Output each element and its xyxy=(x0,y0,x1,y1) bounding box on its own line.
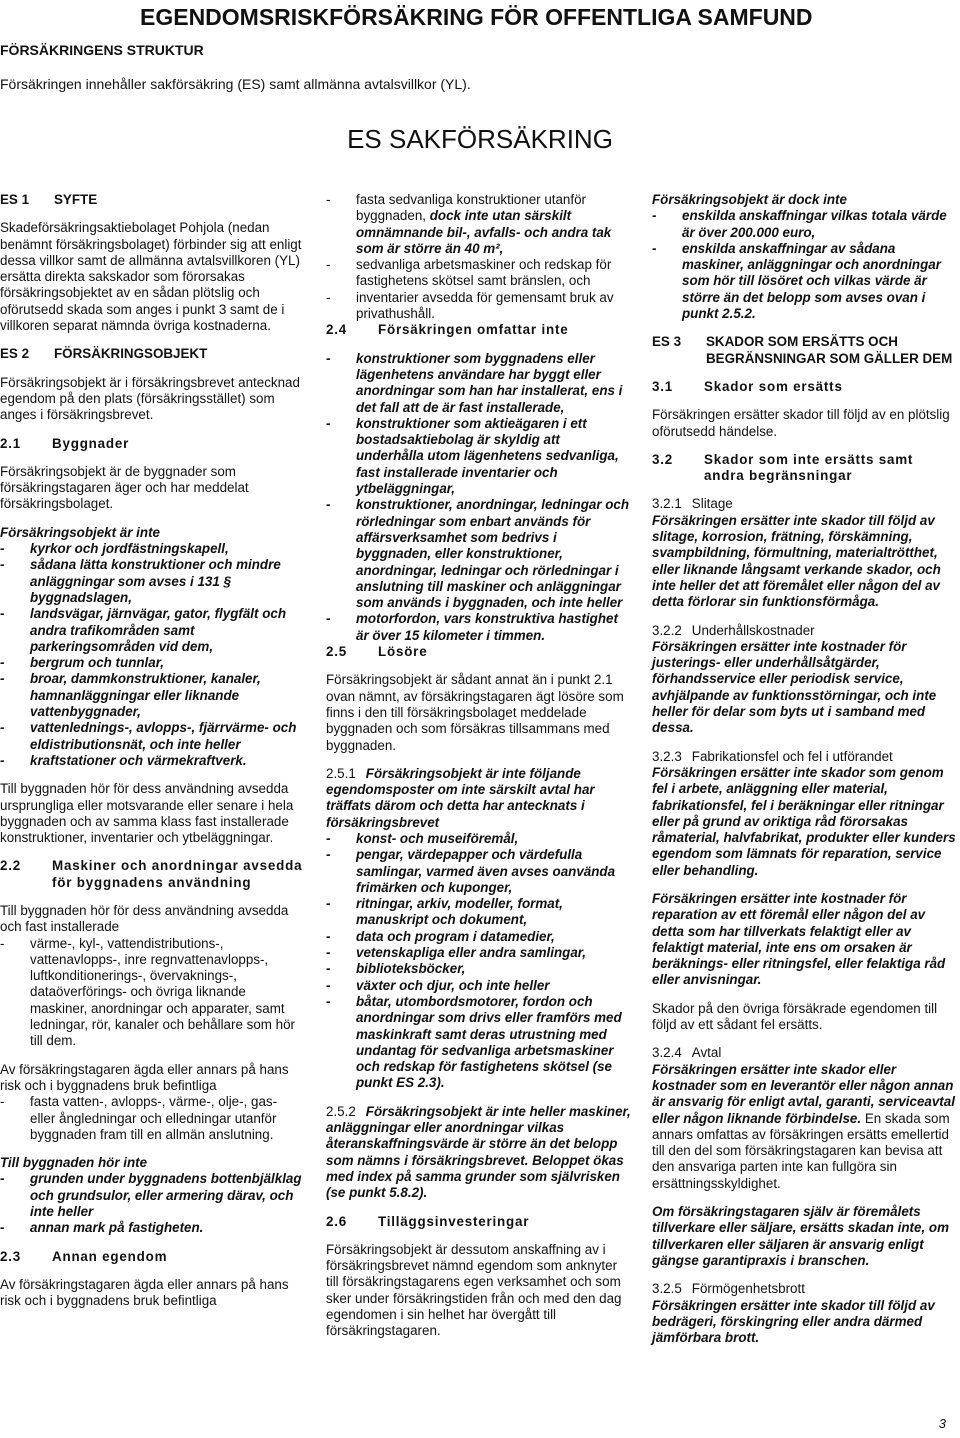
s324-heading: 3.2.4 Avtal xyxy=(652,1045,722,1061)
s324-text-2: Om försäkringstagaren själv är föremålets tillverkare eller säljare, ersätts skadan inte, om tillverkaren eller säljaren är ansvarig enligt gängse garantipraxis i branschen. xyxy=(652,1204,949,1268)
s24-heading: 2.4 Försäkringen omfattar inte xyxy=(326,322,569,338)
list-item: - konstruktioner som aktieägaren i ett bostadsaktiebolag är skyldig att underhålla utom lägenhetens sedvanliga, fast installerade inventarier och ytbeläggningar, xyxy=(326,416,631,497)
s321-block xyxy=(652,496,956,610)
list-item: - biblioteksböcker, xyxy=(326,961,631,977)
list-item: - pengar, värdepapper och värdefulla samlingar, varmed även avses oanvända frimärken och kuponger, xyxy=(326,847,631,896)
s323-block xyxy=(652,749,956,879)
dock-list xyxy=(652,208,956,322)
s22-intro: Till byggnaden hör för dess användning avsedda och fast installerade xyxy=(0,902,289,935)
s22-heading: 2.2 Maskiner och anordningar avsedda för byggnadens användning xyxy=(0,858,303,890)
list-item: - fasta sedvanliga konstruktioner utanför byggnaden, dock inte utan särskilt omnämnande bil-, avfalls- och andra tak som är större än 40 m², xyxy=(326,192,631,257)
s22-belongs-heading: Till byggnaden hör inte xyxy=(0,1155,148,1171)
s26-heading: 2.6 Tilläggsinvesteringar xyxy=(326,1213,530,1229)
dock-heading: Försäkringsobjekt är dock inte xyxy=(652,192,847,207)
s251-list xyxy=(326,831,631,1092)
list-item: - sedvanliga arbetsmaskiner och redskap för fastighetens skötsel samt bränslen, och xyxy=(326,257,631,290)
list-item: - vetenskapliga eller andra samlingar, xyxy=(326,945,631,961)
s324-block xyxy=(652,1045,956,1192)
list-item: - bergrum och tunnlar, xyxy=(0,655,303,671)
s22-list xyxy=(0,936,303,1050)
list-item: - grunden under byggnadens bottenbjälklag och grundsulor, eller armering därav, och inte heller xyxy=(0,1171,303,1220)
list-item: - landsvägar, järnvägar, gator, flygfält och andra trafikområden samt parkeringsområden vid dem, xyxy=(0,606,303,655)
list-item: - enskilda anskaffningar vilkas totala värde är över 200.000 euro, xyxy=(652,208,956,241)
s324-text: Försäkringen ersätter inte skador eller kostnader som en leverantör eller någon annan är ansvarig för enligt avtal, garanti, serviceavtal eller någon liknande förbindelse. En skada som annars omfattas av försäkringen ersätts emellertid till den del som försäkringstagaren kan bevisa att den ansvariga parten inte kan fullgöra sin ersättningsskyldighet. xyxy=(652,1061,955,1191)
es1-heading: ES 1 SYFTE xyxy=(0,192,98,207)
s25-heading: 2.5 Lösöre xyxy=(326,644,428,660)
list-item: - värme-, kyl-, vattendistributions-, vattenavlopps-, inre regnvattenavlopps-, luftkonditionerings-, övervaknings-, dataöverförings- och övriga liknande maskiner, anordningar och apparater, samt ledningar, rör, kanaler och behållare som hör till dem. xyxy=(0,936,303,1050)
s325-heading: 3.2.5 Förmögenhetsbrott xyxy=(652,1281,805,1297)
list-item: - kraftstationer och värmekraftverk. xyxy=(0,753,303,769)
s323-text-2: Försäkringen ersätter inte kostnader för reparation av ett föremål eller någon del av detta som har tillverkats felaktigt eller av felaktigt material, inte ens om orsaken är beräknings- eller ritningsfel, eller felaktiga råd eller anvisningar. xyxy=(652,890,946,988)
s21-not-block xyxy=(0,525,303,769)
s323-heading: 3.2.3 Fabrikationsfel och fel i utförandet xyxy=(652,748,893,764)
list-item: - data och program i datamedier, xyxy=(326,929,631,945)
s31-text: Försäkringen ersätter skador till följd av en plötslig oförutsedd händelse. xyxy=(652,407,950,439)
s31-heading: 3.1 Skador som ersätts xyxy=(652,378,843,394)
list-item: - växter och djur, och inte heller xyxy=(326,978,631,994)
s325-block xyxy=(652,1281,956,1346)
s24-list xyxy=(326,351,631,644)
dock-block xyxy=(652,192,956,322)
es3-heading: ES 3 SKADOR SOM ERSÄTTS OCH BEGRÄNSNINGAR SOM GÄLLER DEM xyxy=(652,334,953,366)
s22-risk-list xyxy=(0,1094,303,1143)
s32-heading: 3.2 Skador som inte ersätts samt andra begränsningar xyxy=(652,451,914,484)
list-item: - sådana lätta konstruktioner och mindre anläggningar som avses i 131 § byggnadslagen, xyxy=(0,557,303,606)
list-item: - motorfordon, vars konstruktiva hastighet är över 15 kilometer i timmen. xyxy=(326,611,631,644)
section-title: ES SAKFÖRSÄKRING xyxy=(347,124,613,154)
es2-heading: ES 2 FÖRSÄKRINGSOBJEKT xyxy=(0,346,208,362)
s322-heading: 3.2.2 Underhållskostnader xyxy=(652,622,815,638)
s21-heading: 2.1 Byggnader xyxy=(0,435,130,451)
column-3 xyxy=(652,192,956,1358)
list-item: - enskilda anskaffningar av sådana maskiner, anläggningar och anordningar som hör till lösöret och vilkas värde är större än det belopp som avses ovan i punkt 2.5.2. xyxy=(652,241,956,322)
s251-heading: 2.5.1 Försäkringsobjekt är inte följande egendomsposter om inte särskilt avtal har träffats därom och detta har antecknats i försäkringsbrevet xyxy=(326,765,595,830)
list-item: - annan mark på fastigheten. xyxy=(0,1220,303,1236)
intro-text: Försäkringen innehåller sakförsäkring (ES) samt allmänna avtalsvillkor (YL). xyxy=(0,76,471,92)
list-item: - konstruktioner som byggnadens eller lägenhetens användare har byggt eller anordningar som han har installerat, ens i det fall att de är fast installerade, xyxy=(326,351,631,416)
structure-heading: FÖRSÄKRINGENS STRUKTUR xyxy=(0,42,204,58)
s22-block xyxy=(0,903,303,1050)
list-item: - vattenlednings-, avlopps-, fjärrvärme- och eldistributionsnät, och inte heller xyxy=(0,720,303,753)
s251-block xyxy=(326,766,631,1092)
s321-heading: 3.2.1 Slitage xyxy=(652,496,733,512)
list-item: - konstruktioner, anordningar, ledningar och rörledningar som enbart används för affärsverksamhet som bedrivs i byggnaden, eller konstruktioner, anordningar, ledningar och rörledningar i anslutning till maskiner och anläggningar som används i byggnaden, och inte heller xyxy=(326,497,631,611)
list-item: - båtar, utombordsmotorer, fordon och anordningar som drivs eller framförs med maskinkraft samt deras utrustning med undantag för sedvanliga arbetsmaskiner och redskap för fastighetens skötsel (se punkt ES 2.3). xyxy=(326,994,631,1092)
list-item: - ritningar, arkiv, modeller, format, manuskript och dokument, xyxy=(326,896,631,929)
s323-text-3: Skador på den övriga försäkrade egendomen till följd av ett sådant fel ersätts. xyxy=(652,1000,938,1033)
s21-belongs-text: Till byggnaden hör för dess användning avsedda ursprungliga eller motsvarande eller senare i hela byggnaden och av samma klass fast installerade konstruktioner, inventarier och ytbeläggningar. xyxy=(0,781,294,846)
s252-text: 2.5.2 Försäkringsobjekt är inte heller maskiner, anläggningar eller anordningar vilkas återanskaffningsvärde är större än det belopp som nämns i försäkringsbrevet. Beloppet ökas med index på samma grunder som självrisken (se punkt 5.8.2). xyxy=(326,1103,631,1201)
list-item: - kyrkor och jordfästningskapell, xyxy=(0,541,303,557)
s23-text: Av försäkringstagaren ägda eller annars på hans risk och i byggnadens bruk befintliga xyxy=(0,1276,289,1309)
s21-not-list xyxy=(0,541,303,769)
s22-belongs-list xyxy=(0,1171,303,1236)
es2-text: Försäkringsobjekt är i försäkringsbrevet antecknad egendom på den plats (försäkringsstället) som anges i försäkringsbrevet. xyxy=(0,374,300,423)
s23-items-list xyxy=(326,192,631,322)
page-number: 3 xyxy=(938,1416,946,1431)
list-item: - fasta vatten-, avlopps-, värme-, olje-, gas- eller ångledningar och elledningar utanför byggnaden fram till en allmän anslutning. xyxy=(0,1094,303,1143)
s22-belongs-block xyxy=(0,1155,303,1236)
s21-text: Försäkringsobjekt är de byggnader som försäkringstagaren äger och har meddelat försäkringsbolaget. xyxy=(0,463,249,512)
s23-heading: 2.3 Annan egendom xyxy=(0,1248,168,1264)
s22-risk-text: Av försäkringstagaren ägda eller annars på hans risk och i byggnadens bruk befintliga xyxy=(0,1061,289,1093)
s325-text: Försäkringen ersätter inte skador till följd av bedrägeri, förskingring eller andra därmed jämförbara brott. xyxy=(652,1297,935,1346)
s321-text: Försäkringen ersätter inte skador till följd av slitage, korrosion, frätning, förskämning, svampbildning, förmultning, materialtrötthet, eller liknande långsamt verkande skador, och inte heller det att föremålet eller någon del av detta förlorar sin funktionsförmåga. xyxy=(652,512,941,610)
column-2 xyxy=(326,192,631,1352)
column-1 xyxy=(0,192,303,1322)
s26-text: Försäkringsobjekt är dessutom anskaffning av i försäkringsbrevet nämnd egendom som anknyter till försäkringstagarens egen verksamhet och som sker under försäkringstiden från och med den dag egendomen i sin helhet har övergått till försäkringstagaren. xyxy=(326,1241,622,1339)
list-item: - konst- och museiföremål, xyxy=(326,831,631,847)
document-title: EGENDOMSRISKFÖRSÄKRING FÖR OFFENTLIGA SAMFUND xyxy=(140,4,813,30)
s322-block xyxy=(652,623,956,737)
s22-risk-block xyxy=(0,1062,303,1143)
s21-not-heading: Försäkringsobjekt är inte xyxy=(0,524,160,540)
s25-text: Försäkringsobjekt är sådant annat än i punkt 2.1 ovan nämnt, av försäkringstagaren ägt lösöre som finns i den till försäkringsbolaget meddelade byggnaden och som försäkras tillsammans med byggnaden. xyxy=(326,672,624,753)
list-item: - broar, dammkonstruktioner, kanaler, hamnanläggningar eller liknande vattenbyggnader, xyxy=(0,671,303,720)
list-item: - inventarier avsedda för gemensamt bruk av privathushåll. xyxy=(326,290,631,323)
es1-text: Skadeförsäkringsaktiebolaget Pohjola (nedan benämnt försäkringsbolaget) förbinder sig att enligt dessa villkor samt de allmänna avtalsvillkoren (YL) ersätta direkta sakskador som förorsakas försäkringsobjektet av en sådan plötslig och oförutsedd skada som anges i punkt 3 samt de i villkoren separat nämnda övriga kostnaderna. xyxy=(0,220,302,334)
s323-text-1: Försäkringen ersätter inte skador som genom fel i arbete, anläggning eller material, fabrikationsfel, fel i beräkningar eller ritningar eller på grund av oriktiga råd förorsakas råmaterial, halvfabrikat, produkter eller kunders egendom som lämnats för reparation, service eller behandling. xyxy=(652,764,956,878)
s322-text: Försäkringen ersätter inte kostnader för justerings- eller underhållsåtgärder, förhandsservice eller periodisk service, avhjälpande av funktionsstörningar, och inte heller för delar som byts ut i samband med dessa. xyxy=(652,638,937,736)
